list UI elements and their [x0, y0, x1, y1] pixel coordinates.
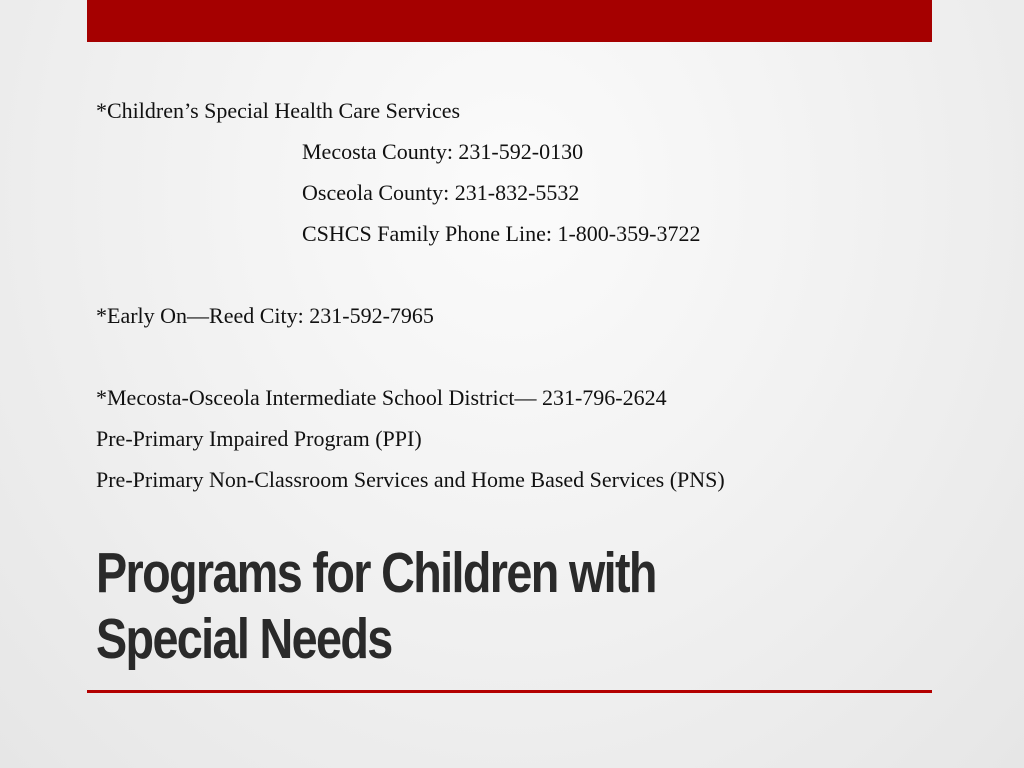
title-underline [87, 690, 932, 693]
mecosta-county-phone: Mecosta County: 231-592-0130 [302, 139, 584, 164]
slide-title-line-2: Special Needs [96, 607, 392, 671]
mosid-phone: *Mecosta-Osceola Intermediate School District— 231-796-2624 [96, 385, 667, 410]
early-on-phone: *Early On—Reed City: 231-592-7965 [96, 303, 434, 328]
cshcs-heading: *Children’s Special Health Care Services [96, 98, 461, 123]
top-accent-bar [87, 0, 932, 42]
cshcs-family-phone: CSHCS Family Phone Line: 1-800-359-3722 [302, 221, 701, 246]
slide-title-line-1: Programs for Children with [96, 541, 656, 605]
ppi-program: Pre-Primary Impaired Program (PPI) [96, 426, 422, 451]
osceola-county-phone: Osceola County: 231-832-5532 [302, 180, 580, 205]
slide-body [96, 94, 936, 504]
slide-title [96, 540, 801, 672]
pns-program: Pre-Primary Non-Classroom Services and Home Based Services (PNS) [96, 467, 725, 492]
spacer [96, 340, 936, 381]
spacer [96, 258, 936, 299]
